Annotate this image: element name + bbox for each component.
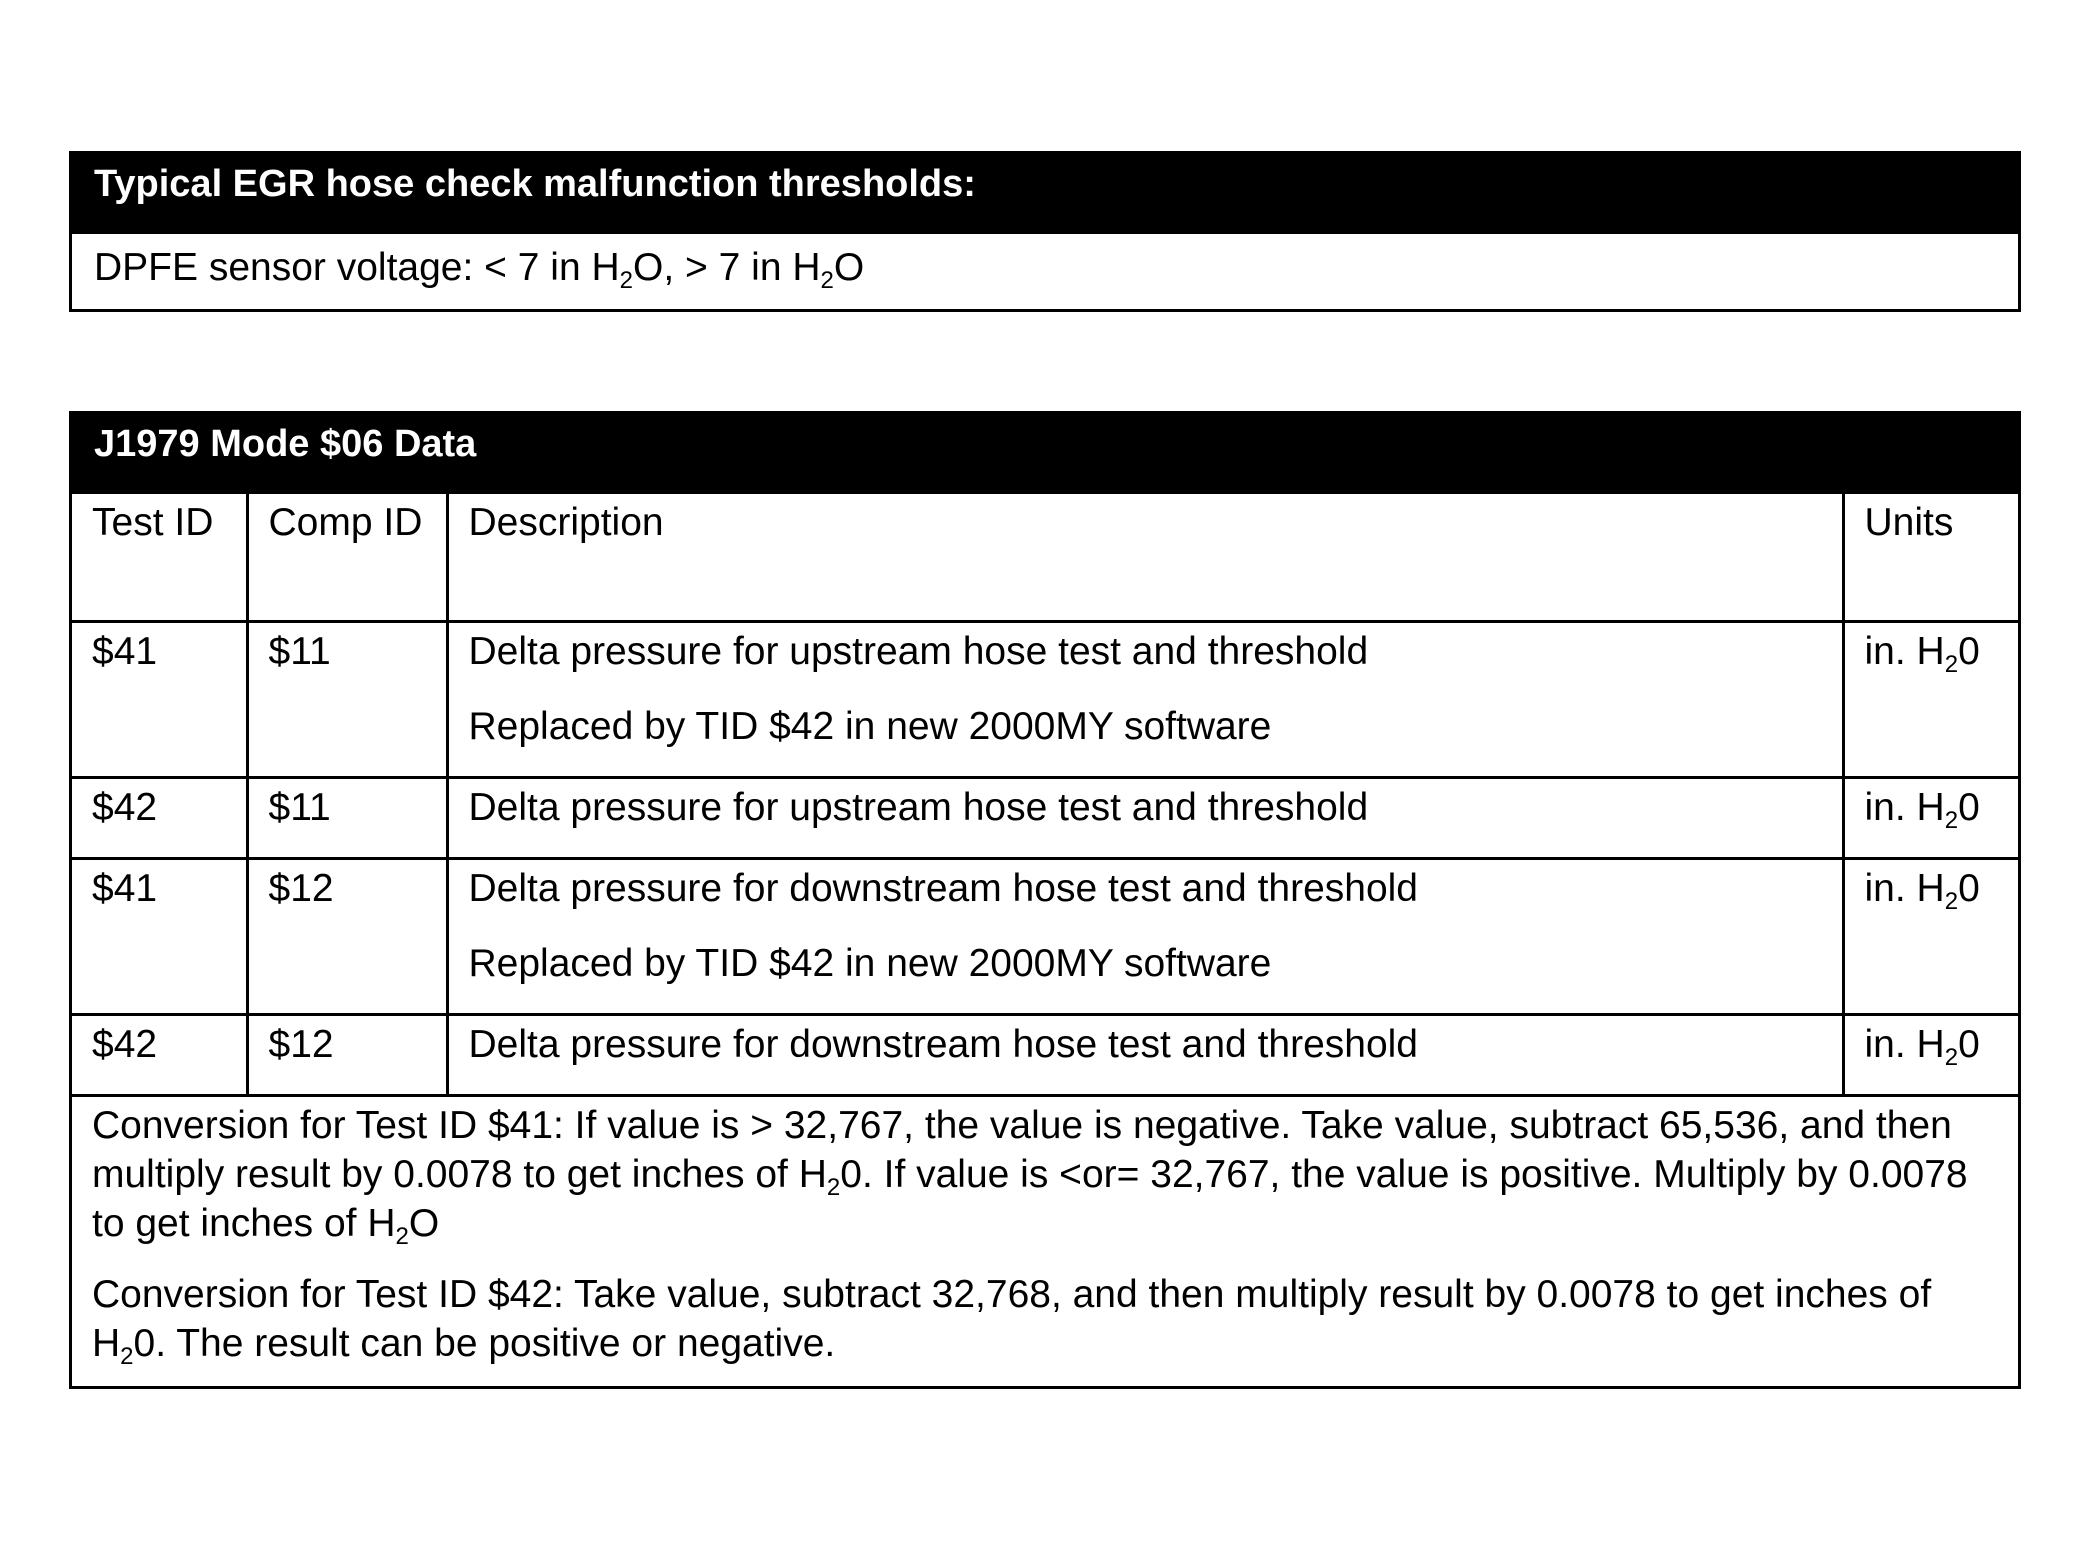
col-header-units: Units <box>1843 494 2018 622</box>
subscript-2: 2 <box>619 267 634 294</box>
units-cell <box>1843 622 2018 778</box>
test-id-cell: $41 <box>72 859 247 1015</box>
description-text: Delta pressure for upstream hose test and threshold <box>468 786 1369 829</box>
threshold-text-2: O, > 7 in H <box>633 246 821 289</box>
dpfe-threshold-line <box>72 234 2018 309</box>
description-cell <box>447 859 1843 1015</box>
description-text: Delta pressure for downstream hose test and threshold <box>468 867 1419 910</box>
conversion-42-text-1: Conversion for Test ID $42: Take value, subtract 32,768, and then multiply result by 0.0078 to get inches of H <box>92 1273 1932 1365</box>
comp-id-cell: $11 <box>247 778 447 859</box>
conversion-test-42 <box>92 1270 1998 1368</box>
conversion-41-text-2: 0. If value is <or= 32,767, the value is positive. Multiply by 0.0078 to get inches of H <box>92 1153 1968 1245</box>
test-id-cell: $42 <box>72 778 247 859</box>
units-suffix: 0 <box>1958 786 1980 829</box>
description-text: Delta pressure for downstream hose test and threshold <box>468 1023 1419 1066</box>
header-row <box>72 494 2018 622</box>
table-row <box>72 622 2018 778</box>
units-text: in. H <box>1864 630 1945 673</box>
mode06-title: J1979 Mode $06 Data <box>72 414 2018 494</box>
conversion-notes <box>72 1096 2018 1387</box>
units-suffix: 0 <box>1958 630 1980 673</box>
table-row <box>72 778 2018 859</box>
description-cell <box>447 622 1843 778</box>
subscript-2: 2 <box>826 1174 841 1201</box>
subscript-2: 2 <box>395 1223 409 1250</box>
units-suffix: 0 <box>1958 1023 1980 1066</box>
units-text: in. H <box>1864 867 1945 910</box>
col-header-test-id: Test ID <box>72 494 247 622</box>
mode06-table <box>69 411 2021 1389</box>
units-suffix: 0 <box>1958 867 1980 910</box>
col-header-comp-id: Comp ID <box>247 494 447 622</box>
threshold-text-3: O <box>833 246 865 289</box>
units-cell <box>1843 1015 2018 1096</box>
test-id-cell: $42 <box>72 1015 247 1096</box>
subscript-2: 2 <box>1944 807 1959 834</box>
conversion-test-41 <box>92 1101 1998 1248</box>
conversion-41-text-3: O <box>408 1202 440 1245</box>
description-cell <box>447 1015 1843 1096</box>
subscript-2: 2 <box>1944 651 1959 678</box>
thresholds-title: Typical EGR hose check malfunction thresholds: <box>72 154 2018 234</box>
description-note: Replaced by TID $42 in new 2000MY software <box>468 942 1272 985</box>
comp-id-cell: $12 <box>247 1015 447 1096</box>
comp-id-cell: $12 <box>247 859 447 1015</box>
table-row <box>72 1015 2018 1096</box>
units-cell <box>1843 778 2018 859</box>
thresholds-table <box>69 151 2021 312</box>
conversion-row <box>72 1096 2018 1387</box>
description-text: Delta pressure for upstream hose test and threshold <box>468 630 1369 673</box>
threshold-text-1: DPFE sensor voltage: < 7 in H <box>94 246 620 289</box>
col-header-description: Description <box>447 494 1843 622</box>
subscript-2: 2 <box>820 267 834 294</box>
subscript-2: 2 <box>120 1343 134 1370</box>
description-note: Replaced by TID $42 in new 2000MY software <box>468 705 1272 748</box>
units-text: in. H <box>1864 786 1945 829</box>
test-id-cell: $41 <box>72 622 247 778</box>
comp-id-cell: $11 <box>247 622 447 778</box>
subscript-2: 2 <box>1944 1044 1959 1071</box>
description-cell <box>447 778 1843 859</box>
conversion-41-text-1: Conversion for Test ID $41: If value is > 32,767, the value is negative. Take value, subtract 65,536, and then multiply result by 0.0078 to get inches of H <box>92 1104 1952 1196</box>
mode06-data-grid <box>72 494 2018 1386</box>
conversion-42-text-2: 0. The result can be positive or negative. <box>133 1322 836 1365</box>
units-text: in. H <box>1864 1023 1945 1066</box>
units-cell <box>1843 859 2018 1015</box>
subscript-2: 2 <box>1944 888 1959 915</box>
table-row <box>72 859 2018 1015</box>
